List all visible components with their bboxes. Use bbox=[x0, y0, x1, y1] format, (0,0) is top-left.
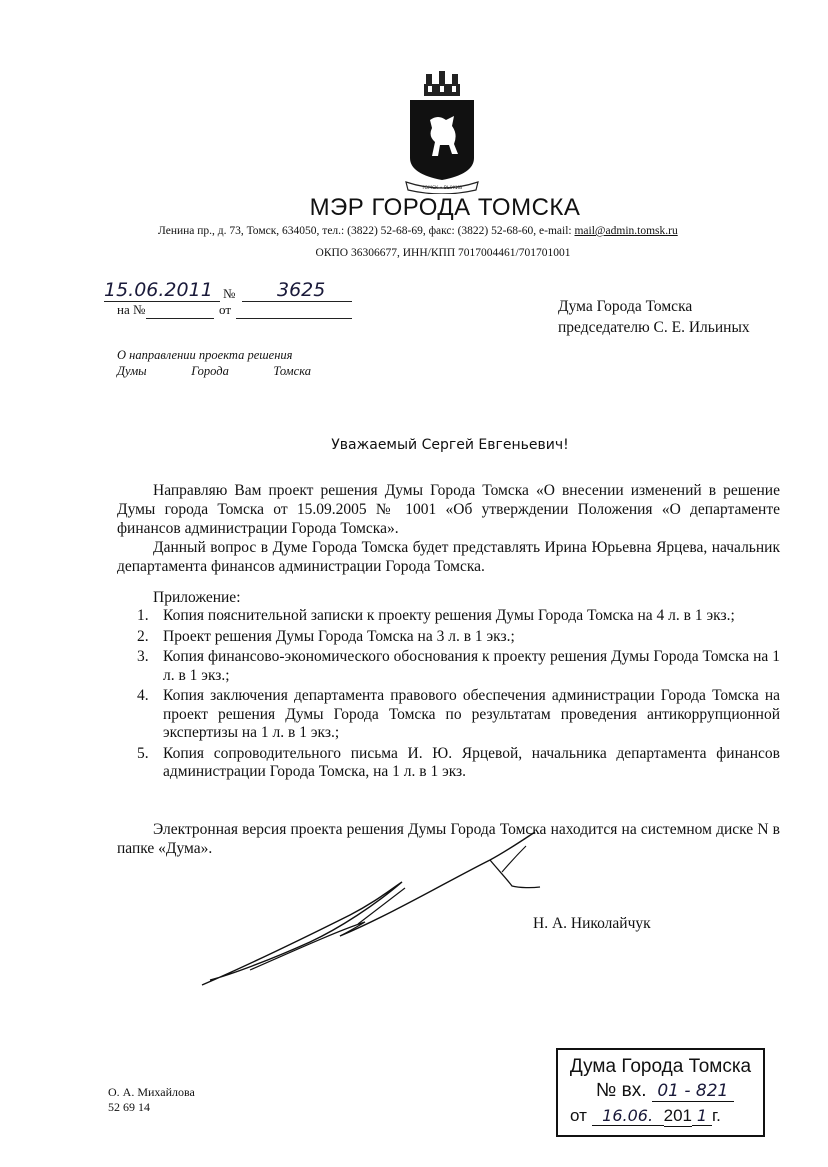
addressee-block bbox=[558, 296, 750, 338]
appendix-item-number: 2. bbox=[137, 627, 149, 645]
incoming-registration-stamp bbox=[556, 1048, 765, 1137]
stamp-year-prefix: 201 bbox=[663, 1106, 692, 1125]
number-label: № bbox=[223, 286, 236, 301]
subject-word-1: Думы bbox=[117, 364, 147, 378]
addressee-line-2: председателю С. Е. Ильиных bbox=[558, 319, 750, 336]
stamp-incoming-row bbox=[596, 1080, 734, 1102]
stamp-year-suffix: г. bbox=[711, 1106, 721, 1125]
appendix-item bbox=[117, 648, 780, 685]
reply-number-line bbox=[146, 318, 214, 319]
signer-name: Н. А. Николайчук bbox=[533, 915, 651, 932]
executor-block bbox=[108, 1085, 195, 1115]
appendix-item bbox=[117, 628, 780, 647]
letterhead-title: МЭР ГОРОДА ТОМСКА bbox=[309, 194, 581, 221]
emblem-motto: ТОМСК • ВЫЖИВ bbox=[421, 186, 463, 191]
outgoing-number: 3625 bbox=[277, 279, 326, 301]
coat-of-arms-emblem bbox=[402, 70, 482, 194]
appendix-item-number: 5. bbox=[137, 744, 149, 762]
appendix-item-text: Копия пояснительной записки к проекту решения Думы Города Томска на 4 л. в 1 экз.; bbox=[163, 607, 735, 624]
outgoing-date: 15.06.2011 bbox=[104, 279, 213, 301]
stamp-title: Дума Города Томска bbox=[569, 1056, 752, 1077]
appendix-item bbox=[117, 687, 780, 743]
subject-block bbox=[117, 347, 311, 379]
appendix-title: Приложение: bbox=[153, 589, 241, 606]
reply-date-label: от bbox=[219, 302, 232, 317]
body-paragraph-3: Электронная версия проекта решения Думы Города Томска находится на системном диске N в папке «Дума». bbox=[117, 821, 780, 857]
executor-phone: 52 69 14 bbox=[108, 1100, 150, 1114]
appendix-item bbox=[117, 607, 780, 626]
executor-name: О. А. Михайлова bbox=[108, 1085, 195, 1099]
addressee-line-1: Дума Города Томска bbox=[558, 298, 693, 315]
appendix-item-number: 1. bbox=[137, 607, 149, 624]
appendix-item-text: Копия сопроводительного письма И. Ю. Ярцевой, начальника департамента финансов администрации Города Томска, на 1 л. в 1 экз. bbox=[163, 744, 780, 780]
stamp-date-row bbox=[570, 1106, 721, 1127]
number-underline bbox=[242, 301, 352, 302]
stamp-incoming-number: 01 - 821 bbox=[652, 1081, 734, 1102]
appendix-item-text: Проект решения Думы Города Томска на 3 л. в 1 экз.; bbox=[163, 627, 515, 645]
stamp-incoming-label: № вх. bbox=[596, 1080, 647, 1101]
appendix-item-number: 4. bbox=[137, 687, 149, 704]
subject-word-3: Томска bbox=[273, 364, 311, 378]
appendix-item bbox=[117, 745, 780, 782]
body-paragraph-2: Данный вопрос в Думе Города Томска будет представлять Ирина Юрьевна Ярцева, начальник департамента финансов администрации Города Томска. bbox=[117, 539, 780, 575]
letterhead-codes: ОКПО 36306677, ИНН/КПП 7017004461/701701001 bbox=[315, 247, 571, 259]
stamp-year-handwritten: 1 bbox=[692, 1106, 712, 1126]
stamp-date-prefix: от bbox=[570, 1106, 587, 1125]
email-link[interactable]: mail@admin.tomsk.ru bbox=[574, 225, 678, 237]
appendix-item-text: Копия заключения департамента правового обеспечения администрации Города Томска на проект решения Думы Города Томска по результатам проведения антикоррупционной экспертизы на 1 л. в 1 экз.; bbox=[163, 687, 780, 741]
handwritten-signature bbox=[190, 820, 580, 990]
crown-icon bbox=[424, 71, 460, 96]
reply-number-label: на № bbox=[117, 302, 146, 317]
letterhead-address bbox=[158, 225, 678, 237]
subject-line-2 bbox=[117, 363, 311, 379]
stamp-date-handwritten: 16.06. bbox=[592, 1106, 664, 1126]
appendix-item-number: 3. bbox=[137, 648, 149, 665]
subject-word-2: Города bbox=[191, 364, 229, 378]
address-text: Ленина пр., д. 73, Томск, 634050, тел.: (3822) 52-68-69, факс: (3822) 52-68-60, e-mail: bbox=[158, 225, 575, 237]
appendix-list bbox=[117, 607, 780, 784]
reply-date-line bbox=[236, 318, 352, 319]
appendix-item-text: Копия финансово-экономического обоснования к проекту решения Думы Города Томска на 1 л. в 1 экз.; bbox=[163, 648, 780, 684]
greeting: Уважаемый Сергей Евгеньевич! bbox=[331, 437, 569, 453]
subject-line-1: О направлении проекта решения bbox=[117, 348, 293, 362]
body-paragraph-1: Направляю Вам проект решения Думы Города Томска «О внесении изменений в решение Думы города Томска от 15.09.2005 № 1001 «Об утверждении Положения «О департаменте финансов администрации Города Томска». bbox=[117, 482, 780, 537]
